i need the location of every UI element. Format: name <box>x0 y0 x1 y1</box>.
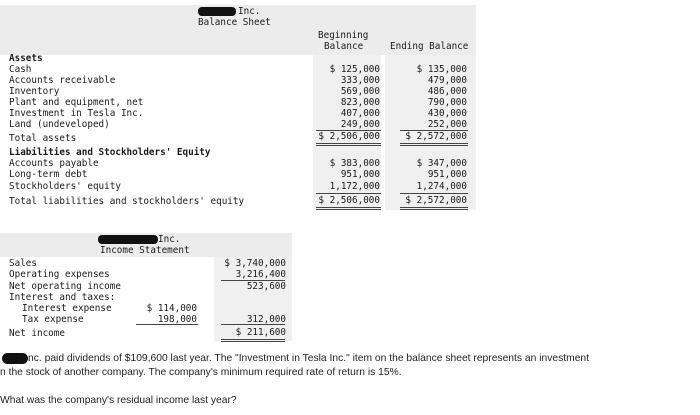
income-statement-company: Inc. <box>158 234 181 245</box>
total-double-rule <box>400 207 468 210</box>
total-liabilities-ending: $ 2,572,000 <box>405 195 467 206</box>
asset-ending: $ 135,000 <box>416 64 467 75</box>
noi-value: 523,600 <box>246 281 286 292</box>
question-line-1: nc. paid dividends of $109,600 last year. The "Investment in Tesla Inc." item on the balance sheet represents an investment <box>28 353 590 364</box>
asset-beginning: 249,000 <box>340 119 380 130</box>
liability-ending: 1,274,000 <box>416 181 467 192</box>
opex-label: Operating expenses <box>9 269 110 280</box>
total-double-rule <box>400 143 468 146</box>
total-double-rule <box>316 207 381 210</box>
liability-beginning: 951,000 <box>340 169 380 180</box>
subtotal-rule <box>136 324 198 325</box>
asset-beginning: 569,000 <box>340 86 380 97</box>
question-line-3: What was the company's residual income last year? <box>0 395 237 406</box>
liability-beginning: 1,172,000 <box>329 181 380 192</box>
col-beginning-line1: Beginning <box>318 30 369 41</box>
total-double-rule <box>316 143 381 146</box>
total-double-rule <box>221 339 285 342</box>
tax-value: 198,000 <box>157 314 197 325</box>
total-assets-ending: $ 2,572,000 <box>405 131 467 142</box>
subtotal-rule <box>400 193 468 194</box>
asset-label: Cash <box>9 64 32 75</box>
asset-ending: 486,000 <box>427 86 467 97</box>
interest-value: $ 114,000 <box>146 303 197 314</box>
tax-label: Tax expense <box>22 314 84 325</box>
redacted-company-name <box>2 353 28 364</box>
redacted-company-name <box>98 235 158 244</box>
income-statement-title: Income Statement <box>100 245 190 256</box>
asset-label: Accounts receivable <box>9 75 116 86</box>
interest-label: Interest expense <box>22 303 112 314</box>
interest-taxes-total: 312,000 <box>246 314 286 325</box>
noi-label: Net operating income <box>9 281 121 292</box>
balance-sheet-title: Balance Sheet <box>198 17 271 28</box>
liabilities-heading: Liabilities and Stockholders' Equity <box>9 147 211 158</box>
net-income-value: $ 211,600 <box>235 327 286 338</box>
balance-sheet-company: Inc. <box>238 6 261 17</box>
liability-label: Stockholders' equity <box>9 181 121 192</box>
asset-ending: 479,000 <box>427 75 467 86</box>
total-liabilities-beginning: $ 2,506,000 <box>318 195 380 206</box>
asset-beginning: 333,000 <box>340 75 380 86</box>
asset-ending: 252,000 <box>427 119 467 130</box>
total-liabilities-label: Total liabilities and stockholders' equity <box>9 196 245 207</box>
liability-ending: $ 347,000 <box>416 158 467 169</box>
liability-ending: 951,000 <box>427 169 467 180</box>
asset-label: Inventory <box>9 86 60 97</box>
subtotal-rule <box>316 193 381 194</box>
assets-heading: Assets <box>9 53 43 64</box>
interest-taxes-label: Interest and taxes: <box>9 292 116 303</box>
asset-label: Investment in Tesla Inc. <box>9 108 144 119</box>
opex-value: 3,216,400 <box>235 269 286 280</box>
asset-ending: 430,000 <box>427 108 467 119</box>
question-line-2: n the stock of another company. The company's minimum required rate of return is 15%. <box>0 367 402 378</box>
sales-value: $ 3,740,000 <box>224 258 286 269</box>
asset-ending: 790,000 <box>427 97 467 108</box>
liability-label: Long-term debt <box>9 169 88 180</box>
asset-beginning: 407,000 <box>340 108 380 119</box>
total-assets-label: Total assets <box>9 133 77 144</box>
asset-beginning: 823,000 <box>340 97 380 108</box>
net-income-label: Net income <box>9 328 65 339</box>
subtotal-rule <box>221 324 285 325</box>
liability-label: Accounts payable <box>9 158 99 169</box>
asset-beginning: $ 125,000 <box>329 64 380 75</box>
asset-label: Plant and equipment, net <box>9 97 144 108</box>
sales-label: Sales <box>9 258 37 269</box>
asset-label: Land (undeveloped) <box>9 119 110 130</box>
total-assets-beginning: $ 2,506,000 <box>318 131 380 142</box>
col-beginning-line2: Balance <box>324 41 364 52</box>
col-ending: Ending Balance <box>390 41 469 52</box>
liability-beginning: $ 383,000 <box>329 158 380 169</box>
redacted-company-name <box>198 7 236 16</box>
